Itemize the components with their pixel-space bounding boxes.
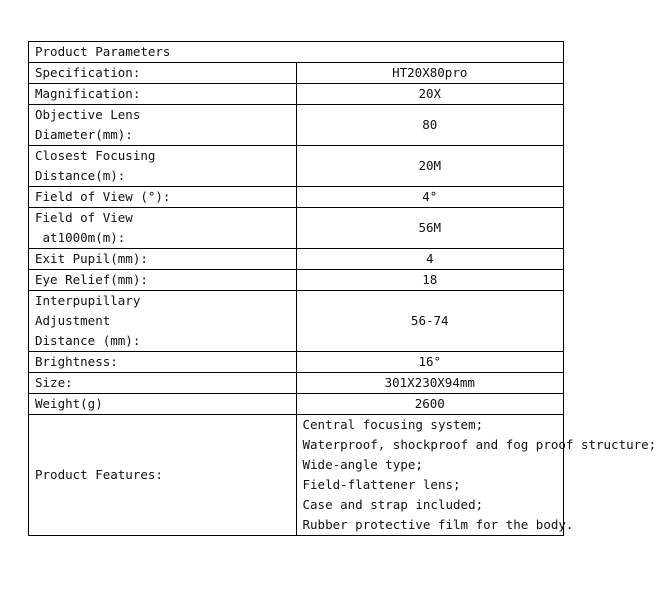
table-title: Product Parameters [29,42,564,63]
table-title-row [29,42,564,63]
row-label [29,146,297,187]
row-label [29,84,297,105]
row-value: 18 [296,270,564,291]
label-line: Eye Relief(mm): [35,272,148,287]
label-line: Distance(m): [35,168,126,183]
row-label [29,208,297,249]
label-line: Field of View [35,210,133,225]
label-line: Closest Focusing [35,148,156,163]
row-value: 4° [296,187,564,208]
table-row [29,105,564,146]
table-row [29,146,564,187]
label-line: at1000m(m): [35,230,126,245]
label-line: Distance (mm): [35,333,141,348]
table-row [29,84,564,105]
feature-item: Waterproof, shockproof and fog proof structure; [302,437,656,452]
row-value: 2600 [296,394,564,415]
features-label: Product Features: [29,415,297,536]
row-label [29,249,297,270]
table-row [29,373,564,394]
table-row [29,352,564,373]
row-label [29,352,297,373]
label-line: Exit Pupil(mm): [35,251,148,266]
row-label [29,394,297,415]
label-line: Interpupillary [35,293,141,308]
row-label [29,187,297,208]
label-line: Weight(g) [35,396,103,411]
table-row [29,249,564,270]
table-row [29,394,564,415]
table-row [29,270,564,291]
row-label [29,63,297,84]
feature-item: Case and strap included; [302,497,484,512]
feature-item: Field-flattener lens; [302,477,461,492]
row-value: 4 [296,249,564,270]
feature-item: Central focusing system; [302,417,484,432]
label-line: Magnification: [35,86,141,101]
row-label [29,105,297,146]
row-value: 16° [296,352,564,373]
features-list [296,415,656,536]
row-value: 20M [296,146,564,187]
feature-item: Rubber protective film for the body. [302,517,574,532]
label-line: Field of View (°): [35,189,171,204]
product-parameters-table [28,41,656,536]
row-label [29,373,297,394]
row-value: 56M [296,208,564,249]
label-line: Objective Lens [35,107,141,122]
table-row [29,187,564,208]
row-value: HT20X80pro [296,63,564,84]
feature-item: Wide-angle type; [302,457,423,472]
label-line: Brightness: [35,354,118,369]
label-line: Specification: [35,65,141,80]
label-line: Diameter(mm): [35,127,133,142]
row-value: 20X [296,84,564,105]
row-label [29,270,297,291]
row-value: 301X230X94mm [296,373,564,394]
features-row [29,415,564,536]
row-value: 80 [296,105,564,146]
table-row [29,208,564,249]
row-label [29,291,297,352]
label-line: Adjustment [35,313,111,328]
table-row [29,291,564,352]
table-row [29,63,564,84]
label-line: Size: [35,375,73,390]
row-value: 56-74 [296,291,564,352]
